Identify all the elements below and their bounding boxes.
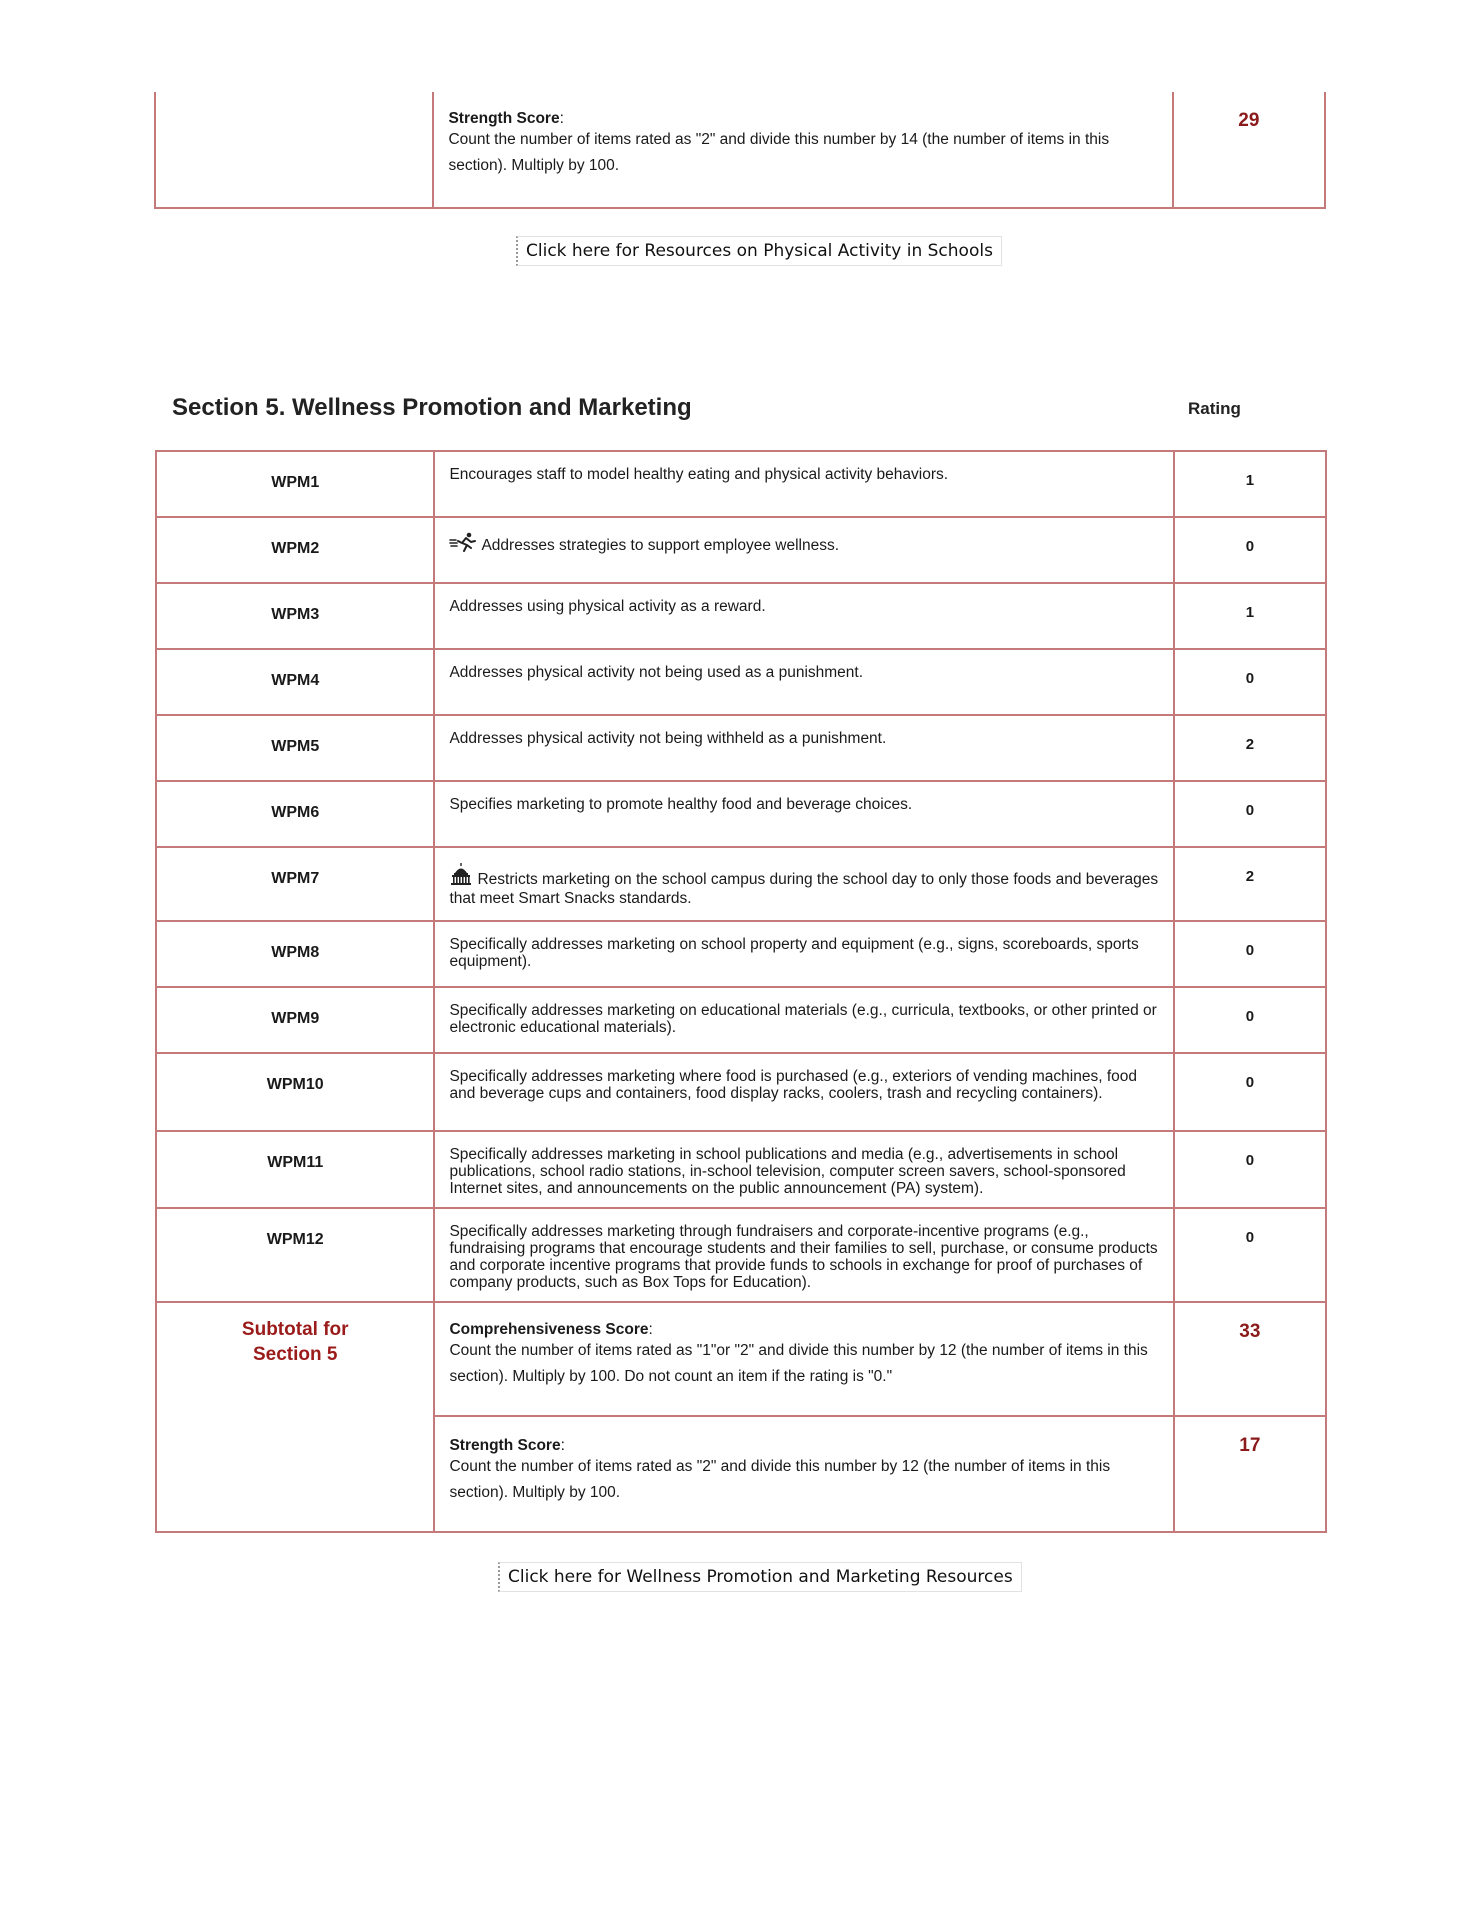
item-description-cell: [434, 583, 1173, 649]
item-row: [156, 847, 1326, 921]
item-description-cell: [434, 1208, 1173, 1302]
item-rating: 2: [1174, 715, 1326, 781]
item-rating: 1: [1174, 583, 1326, 649]
item-rating: 0: [1174, 1053, 1326, 1131]
item-id: WPM2: [156, 517, 434, 583]
item-row: [156, 451, 1326, 517]
comprehensiveness-score-value: 33: [1174, 1302, 1326, 1416]
item-description: Addresses physical activity not being withheld as a punishment.: [449, 730, 887, 747]
item-id: WPM5: [156, 715, 434, 781]
item-row: [156, 1131, 1326, 1208]
item-row: [156, 1208, 1326, 1302]
item-id: WPM10: [156, 1053, 434, 1131]
item-rating: 1: [1174, 451, 1326, 517]
section5-strength-score-text: Count the number of items rated as "2" and divide this number by 12 (the number of items in this section). Multiply by 100.: [449, 1458, 1111, 1501]
item-id: WPM7: [156, 847, 434, 921]
item-description: Encourages staff to model healthy eating and physical activity behaviors.: [449, 466, 949, 483]
item-description: Specifically addresses marketing in school publications and media (e.g., advertisements in school publications, school radio stations, in-school television, computer screen savers, school-sponsored Internet sites, and announcements on the public announcement (PA) system).: [449, 1146, 1126, 1197]
subtotal-label-line1: Subtotal for: [241, 1319, 349, 1340]
item-description: Restricts marketing on the school campus during the school day to only those foods and beverages that meet Smart Snacks standards.: [449, 871, 1159, 907]
subtotal-label: [156, 1302, 434, 1532]
strength-score-title: Strength Score: [448, 110, 560, 127]
section5-table: [155, 450, 1327, 1533]
section5-strength-score-cell: [434, 1416, 1173, 1532]
item-id: WPM3: [156, 583, 434, 649]
item-id: WPM11: [156, 1131, 434, 1208]
physical-activity-resources-link[interactable]: Click here for Resources on Physical Activity in Schools: [516, 236, 1002, 266]
empty-label-cell: [155, 92, 433, 208]
item-id: WPM12: [156, 1208, 434, 1302]
section5-strength-score-value: 17: [1174, 1416, 1326, 1532]
section5-strength-score-colon: :: [560, 1437, 565, 1454]
running-person-icon: [449, 532, 477, 556]
item-description: Specifies marketing to promote healthy food and beverage choices.: [449, 796, 913, 813]
previous-section-table: [154, 92, 1326, 209]
item-description-cell: [434, 1053, 1173, 1131]
subtotal-row-comprehensiveness: [156, 1302, 1326, 1416]
strength-score-colon: :: [559, 110, 564, 127]
item-row: [156, 715, 1326, 781]
item-description-cell: [434, 781, 1173, 847]
item-description: Addresses strategies to support employee wellness.: [481, 537, 840, 554]
strength-score-text: Count the number of items rated as "2" and divide this number by 14 (the number of items in this section). Multiply by 100.: [448, 131, 1110, 174]
item-id: WPM4: [156, 649, 434, 715]
comprehensiveness-score-text: Count the number of items rated as "1"or "2" and divide this number by 12 (the number of items in this section). Multiply by 100. Do not count an item if the rating is "0.": [449, 1342, 1148, 1385]
item-row: [156, 583, 1326, 649]
item-rating: 0: [1174, 987, 1326, 1053]
item-description: Specifically addresses marketing through fundraisers and corporate-incentive programs (e.g., fundraising programs that encourage students and their families to sell, purchase, or consume products and corporate incentive programs that provide funds to schools in exchange for proof of purchases of company products, such as Box Tops for Education).: [449, 1223, 1158, 1291]
comprehensiveness-score-cell: [434, 1302, 1173, 1416]
item-description-cell: [434, 987, 1173, 1053]
item-id: WPM1: [156, 451, 434, 517]
strength-score-value: 29: [1173, 92, 1325, 208]
item-rating: 0: [1174, 517, 1326, 583]
item-rating: 0: [1174, 921, 1326, 987]
capitol-building-icon: [449, 862, 473, 890]
item-id: WPM8: [156, 921, 434, 987]
item-description-cell: [434, 1131, 1173, 1208]
item-row: [156, 921, 1326, 987]
comprehensiveness-score-colon: :: [648, 1321, 653, 1338]
item-id: WPM9: [156, 987, 434, 1053]
item-row: [156, 987, 1326, 1053]
item-description-cell: [434, 649, 1173, 715]
item-description-cell: [434, 451, 1173, 517]
item-description-cell: [434, 517, 1173, 583]
item-row: [156, 517, 1326, 583]
item-description-cell: [434, 715, 1173, 781]
item-description: Addresses physical activity not being used as a punishment.: [449, 664, 864, 681]
item-description: Specifically addresses marketing where food is purchased (e.g., exteriors of vending machines, food and beverage cups and containers, food display racks, coolers, trash and recycling containers).: [449, 1068, 1137, 1102]
comprehensiveness-score-title: Comprehensiveness Score: [449, 1321, 649, 1338]
item-row: [156, 649, 1326, 715]
strength-score-cell: [433, 92, 1172, 208]
section-title: Section 5. Wellness Promotion and Marketing: [172, 394, 692, 421]
subtotal-label-line2: Section 5: [252, 1344, 338, 1365]
item-rating: 0: [1174, 1208, 1326, 1302]
item-id: WPM6: [156, 781, 434, 847]
item-description-cell: [434, 921, 1173, 987]
wellness-promotion-resources-link[interactable]: Click here for Wellness Promotion and Marketing Resources: [498, 1562, 1022, 1592]
item-rating: 0: [1174, 1131, 1326, 1208]
item-description-cell: [434, 847, 1173, 921]
item-description: Addresses using physical activity as a reward.: [449, 598, 766, 615]
section5-strength-score-title: Strength Score: [449, 1437, 561, 1454]
item-description: Specifically addresses marketing on school property and equipment (e.g., signs, scoreboards, sports equipment).: [449, 936, 1139, 970]
item-description: Specifically addresses marketing on educational materials (e.g., curricula, textbooks, or other printed or electronic educational materials).: [449, 1002, 1157, 1036]
item-rating: 0: [1174, 781, 1326, 847]
rating-column-header: Rating: [1188, 399, 1241, 418]
item-rating: 2: [1174, 847, 1326, 921]
item-row: [156, 781, 1326, 847]
item-row: [156, 1053, 1326, 1131]
item-rating: 0: [1174, 649, 1326, 715]
